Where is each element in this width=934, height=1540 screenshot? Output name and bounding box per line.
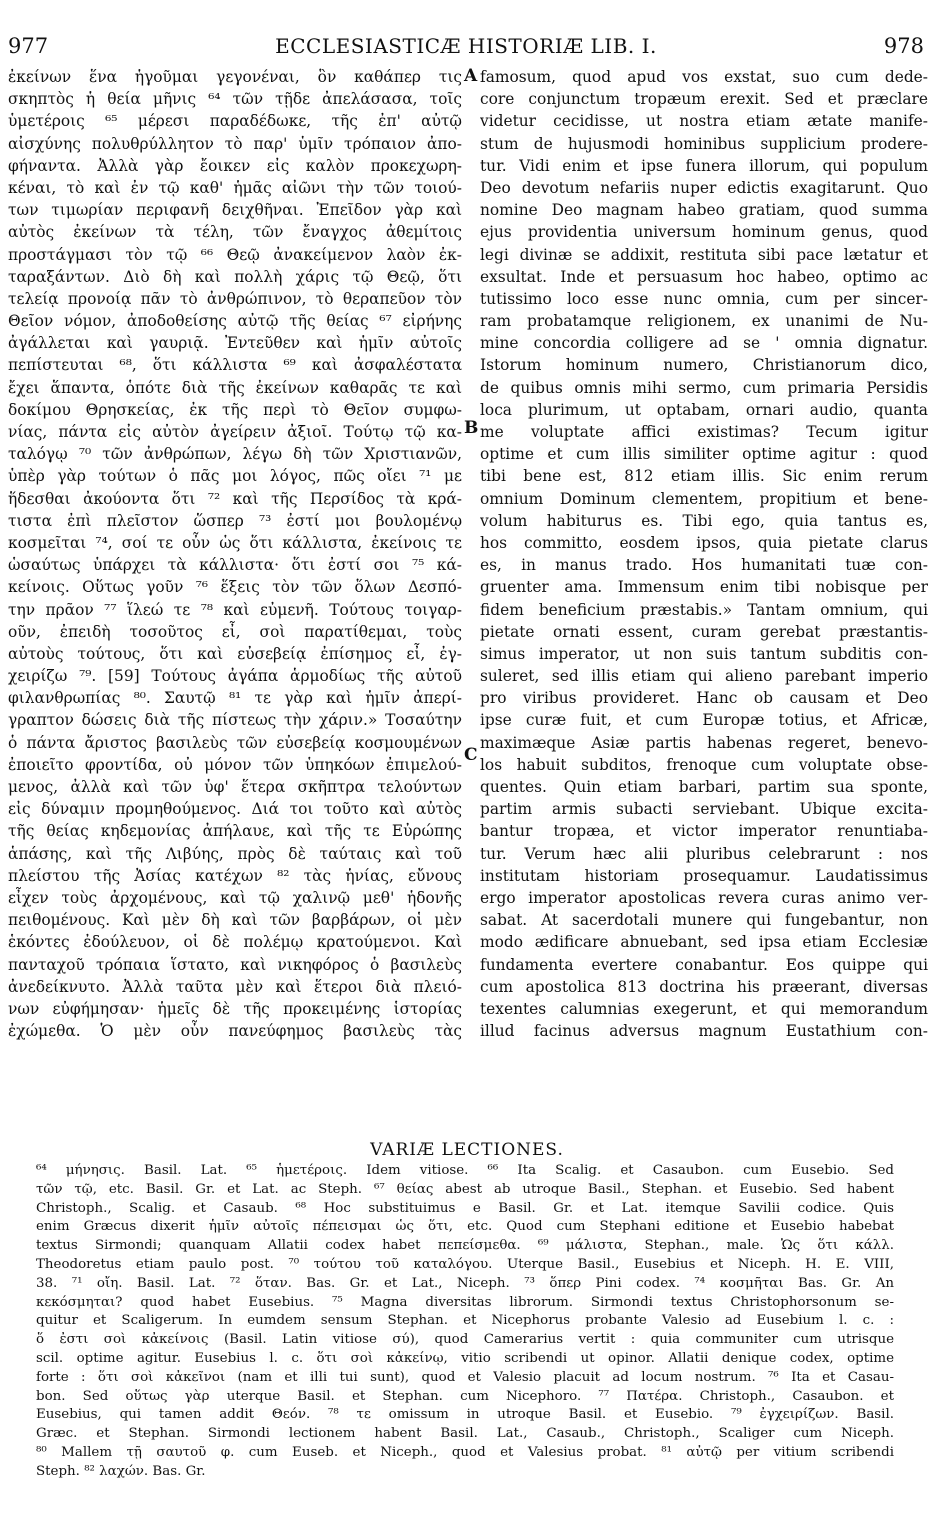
note-line: ὅ ἐστι σοὶ κἀκείνοις (Basil. Latin vitiose σύ), quod Camerarius vertit : quia communiter cum utrisque xyxy=(36,1332,894,1348)
latin-text-line: mine concordia colligere ad se ' omnia dignatur. xyxy=(480,334,928,353)
latin-text-line: exsultat. Inde et persuasum hoc habeo, optimo ac xyxy=(480,267,928,286)
greek-text-line: ὑμετέροις ⁶⁵ μέρεσι παραδέδωκε, τῆς ἐπ' αὐτῷ xyxy=(8,112,462,131)
greek-text-line: ἑκόντες ἐδούλευον, οἱ δὲ πολέμῳ κρατούμενοι. Καὶ xyxy=(8,933,462,952)
latin-text-line: optime et cum illis similiter optime agitur : quod xyxy=(480,445,928,464)
note-line: enim Græcus dixerit ἡμῖν αὐτοῖς πέπεισμαι ὡς ὅτι, etc. Quod cum Stephani editione et Eusebio habebat xyxy=(36,1219,894,1235)
latin-text-line: tutissimo loco esse nunc omnia, cum per sincer- xyxy=(480,289,928,308)
latin-text-line: pietate ornati essent, curam gerebat præstantis- xyxy=(480,622,928,641)
greek-text-line: ἔχει ἅπαντα, ὁπότε διὰ τῆς ἐκείνων καθαρᾶς τε καὶ xyxy=(8,378,462,397)
latin-text-line: suleret, sed illis etiam qui alieno parebant imperio xyxy=(480,667,928,686)
note-line: Christoph., Scalig. et Casaub. ⁶⁸ Hoc substituimus e Basil. Gr. et Lat. itemque Savilii codice. Quis xyxy=(36,1200,894,1216)
latin-text-line: tur. Vidi enim et ipse funera illorum, qui populum xyxy=(480,156,928,175)
greek-text-line: πλείστου τῆς Ἀσίας κατέχων ⁸² τὰς ἡνίας, εὔνους xyxy=(8,866,462,885)
note-line: 38. ⁷¹ οἴη. Basil. Lat. ⁷² ὅταν. Bas. Gr. et Lat., Niceph. ⁷³ ὅπερ Pini codex. ⁷⁴ κοσμῆται Bas. Gr. An xyxy=(36,1275,894,1291)
note-line: Eusebius, qui tamen addit Θεόν. ⁷⁸ τε omissum in utroque Basil. et Eusebio. ⁷⁹ ἐγχειρίζων. Basil. xyxy=(36,1407,894,1423)
greek-text-line: ἀγάλλεται καὶ γαυριᾷ. Ἐντεῦθεν καὶ ἡμῖν αὐτοῖς xyxy=(8,334,462,353)
latin-text-line: nomine Deo magnam habeo gratiam, quod summa xyxy=(480,201,928,220)
latin-text-line: maximæque Asiæ partis habenas regeret, benevo- xyxy=(480,733,928,752)
latin-text-line: modo ædificare abnuebant, sed ipsa etiam Ecclesiæ xyxy=(480,933,928,952)
greek-text-line: τῆς θείας κηδεμονίας ἀπήλαυε, καὶ τῆς τε Εὐρώπης xyxy=(8,822,462,841)
greek-text-line: δοκίμου Θρησκείας, ἐκ τῆς περὶ τὸ Θεῖον συμφω- xyxy=(8,400,462,419)
left-page-number: 977 xyxy=(8,34,49,58)
latin-text-line: simus imperator, ut non suis tantum subditis con- xyxy=(480,644,928,663)
greek-text-line: πανταχοῦ τρόπαια ἵστατο, καὶ νικηφόρος ὁ βασιλεὺς xyxy=(8,955,462,974)
greek-text-line: σκηπτὸς ἡ θεία μῆνις ⁶⁴ τῶν τῇδε ἀπελάσασα, τοῖς xyxy=(8,90,462,109)
latin-text-line: los habuit subditos, frenoque cum voluptate obse- xyxy=(480,755,928,774)
latin-text-line: pro viribus provideret. Hanc ob causam et Deo xyxy=(480,689,928,708)
greek-text-line: οῦν, ἐπειδὴ τοσοῦτος εἶ, σοὶ παρατίθεμαι, τοὺς xyxy=(8,622,462,641)
greek-text-line: ὁ πάντα ἄριστος βασιλεὺς τῶν εὐσεβείᾳ κοσμουμένων xyxy=(8,733,462,752)
greek-text-line: των τιμωρίαν περιφανῆ δειχθῆναι. Ἐπεῖδον γὰρ καὶ xyxy=(8,201,462,220)
latin-text-line: core conjunctum tropæum erexit. Sed et præclare xyxy=(480,90,928,109)
note-line: ⁶⁴ μήνησις. Basil. Lat. ⁶⁵ ἡμετέροις. Idem vitiose. ⁶⁶ Ita Scalig. et Casaubon. cum Eusebio. Sed xyxy=(36,1163,894,1178)
latin-text-line: bantur tropæa, et victor imperator renuntiaba- xyxy=(480,822,928,841)
latin-text-line: tur. Verum hæc alii pluribus celebrarunt : nos xyxy=(480,844,928,863)
greek-text-line: εἶχεν τοὺς ἀρχομένους, καὶ τῷ χαλινῷ μεθ' ἡδονῆς xyxy=(8,888,462,907)
greek-text-line: κέναι, τὸ καὶ ἐν τῷ καθ' ἡμᾶς αἰῶνι τὴν τῶν τοιού- xyxy=(8,178,462,197)
note-line: scil. optime agitur. Eusebius l. c. ὅτι σοὶ κἀκείνῳ, vitio scribendi ut opinor. Allatii denique codex, optime xyxy=(36,1350,894,1366)
greek-text-line: την πρᾶον ⁷⁷ ἵλεώ τε ⁷⁸ καὶ εὐμενῆ. Τούτους τοιγαρ- xyxy=(8,600,462,619)
latin-text-line: quentes. Quin etiam barbari, partim sua sponte, xyxy=(480,778,928,796)
greek-text-line: κοσμεῖται ⁷⁴, σοί τε οὖν ὡς ὅτι κάλλιστα, ἐκείνοις τε xyxy=(8,533,462,552)
note-line: ⁸⁰ Mallem τῇ σαυτοῦ φ. cum Euseb. et Niceph., quod et Valesius probat. ⁸¹ αὐτῷ per vitium scribendi xyxy=(36,1444,894,1460)
latin-text-line: hos committo, eosdem ipsos, quia pietate clarus xyxy=(480,533,928,552)
running-header xyxy=(8,34,924,60)
greek-text-line: πεπίστευται ⁶⁸, ὅτι κάλλιστα ⁶⁹ καὶ ἀσφαλέστατα xyxy=(8,356,462,375)
greek-text-line: Θεῖον νόμον, ἀποδοθείσης αὐτῷ τῆς θείας ⁶⁷ εἰρήνης xyxy=(8,312,462,331)
greek-text-line: τιστα ἐπὶ πλεῖστον ὥσπερ ⁷³ ἐστί μοι βουλομένῳ xyxy=(8,511,462,530)
margin-letter-a: A xyxy=(464,66,478,86)
greek-text-line: ταραξάντων. Διὸ δὴ καὶ πολλὴ χάρις τῷ Θεῷ, ὅτι xyxy=(8,267,462,286)
note-line: Steph. ⁸² λαχών. Bas. Gr. xyxy=(36,1463,206,1479)
latin-text-line: legi divinæ se addixit, restituta sibi pace lætatur et xyxy=(480,245,928,264)
greek-text-line: ἐποιεῖτο φροντίδα, οὐ μόνον τῶν ὑπηκόων ἐπιμελού- xyxy=(8,755,462,774)
latin-text-line: institutam historiam prosequamur. Laudatissimus xyxy=(480,866,928,885)
running-title: ECCLESIASTICÆ HISTORIÆ LIB. I. xyxy=(275,34,657,58)
greek-text-line: αἰσχύνης πολυθρύλλητον τὸ παρ' ὑμῖν τρόπαιον ἀπο- xyxy=(8,134,462,153)
latin-text-line: de quibus omnis mihi sermo, cum primaria Persidis xyxy=(480,378,928,397)
greek-text-line: προστάγμασι τὸν τῷ ⁶⁶ Θεῷ ἀνακείμενον λαὸν ἐκ- xyxy=(8,245,462,264)
latin-text-line: ipse curæ fuit, et cum Europæ totius, et Africæ, xyxy=(480,711,928,730)
latin-column xyxy=(480,66,928,1042)
greek-text-line: φήναντα. Ἀλλὰ γὰρ ἔοικεν εἰς καλὸν προκεχωρη- xyxy=(8,156,462,175)
greek-text-line: φιλανθρωπίας ⁸⁰. Σαυτῷ ⁸¹ τε γὰρ καὶ ἡμῖν ἀπερί- xyxy=(8,689,462,708)
latin-text-line: videtur cecidisse, ut nostra etiam ætate manife- xyxy=(480,112,928,131)
latin-text-line: ejus providentia universum hominum genus, quod xyxy=(480,223,928,242)
greek-text-line: γραπτον δώσεις διὰ τῆς πίστεως τὴν χάριν.» Τοσαύτην xyxy=(8,711,462,730)
latin-text-line: omnium Dominum clementem, propitium et bene- xyxy=(480,489,928,508)
margin-letter-c: C xyxy=(464,745,478,765)
latin-text-line: Istorum hominum numero, Christianorum dico, xyxy=(480,356,928,375)
note-line: Græc. et Stephan. Sirmondi lectionem habent Basil. Lat., Casaub., Christoph., Scaliger cum Niceph. xyxy=(36,1426,894,1442)
latin-text-line: famosum, quod apud vos exstat, suo cum dede- xyxy=(480,68,928,86)
latin-text-line: fidem beneficium præstabis.» Tantam omnium, qui xyxy=(480,600,928,619)
greek-text-line: αὐτοὺς τούτους, ὅτι καὶ εὐσεβείᾳ ἐπίσημος εἶ, ἐγ- xyxy=(8,644,462,663)
greek-text-line: νων εὐφήμησαν· ἡμεῖς δὲ τῆς προκειμένης ἱστορίας xyxy=(8,999,462,1018)
note-line: bon. Sed οὕτως γὰρ uterque Basil. et Stephan. cum Nicephoro. ⁷⁷ Πατέρα. Christoph., Casaubon. et xyxy=(36,1388,894,1404)
greek-text-line: νίας, πάντα εἰς αὐτὸν ἀγείρειν ἀξιοῖ. Τούτῳ τῷ κα- xyxy=(8,423,462,441)
note-line: τῶν τῷ, etc. Basil. Gr. et Lat. ac Steph. ⁶⁷ θείας abest ab utroque Basil., Stephan. et Eusebio. Sed habent xyxy=(36,1181,894,1197)
latin-text-line: ram probatamque religionem, ex unanimi de Nu- xyxy=(480,312,928,331)
greek-text-line: τελείᾳ προνοίᾳ πᾶν τὸ ἀνθρώπινον, τὸ θεραπεῦον τὸν xyxy=(8,289,462,308)
note-line: textus Sirmondi; quanquam Allatii codex habet πεπείσμεθα. ⁶⁹ μάλιστα, Stephan., male. Ὡς ὅτι κάλλ. xyxy=(36,1238,894,1254)
greek-text-line: χειρίζω ⁷⁹. [59] Τούτους ἀγάπα ἁρμοδίως τῆς αὐτοῦ xyxy=(8,667,462,686)
latin-text-line: es, in manus trado. Hos humanitati tuæ con- xyxy=(480,556,928,575)
greek-text-line: ἁπάσης, καὶ τῆς Λιβύης, πρὸς δὲ ταύταις καὶ τοῦ xyxy=(8,844,462,863)
note-line: forte : ὅτι σοὶ κἀκεῖνοι (nam et illi tui sunt), quod et Valesio placuit ad locum nostrum. ⁷⁶ Ita et Casau- xyxy=(36,1369,894,1385)
greek-column xyxy=(8,66,462,1042)
greek-text-line: ἥδεσθαι ἀκούοντα ὅτι ⁷² καὶ τῆς Περσίδος τὰ κρά- xyxy=(8,489,462,508)
greek-text-line: μενος, ἀλλὰ καὶ τῶν ὑφ' ἕτερα σκῆπτρα τελούντων xyxy=(8,778,462,796)
latin-text-line: ergo imperator apostolicas revera curas animo ver- xyxy=(480,888,928,907)
latin-text-line: texentes calumnias exegerunt, et qui memorandum xyxy=(480,999,928,1018)
latin-text-line: partim armis subacti serviebant. Ubique excita- xyxy=(480,800,928,819)
latin-text-line: me voluptate affici existimas? Tecum igitur xyxy=(480,423,928,441)
greek-text-line: πειθομένους. Καὶ μὲν δὴ καὶ τῶν βαρβάρων, οἱ μὲν xyxy=(8,911,462,930)
note-line: Theodoretus etiam paulo post. ⁷⁰ τούτου τοῦ καταλόγου. Uterque Basil., Eusebius et Niceph. H. E. VIII, xyxy=(36,1256,894,1272)
right-page-number: 978 xyxy=(883,34,924,58)
margin-letter-b: B xyxy=(464,418,479,438)
latin-text-line: sabat. At sacerdotali munere qui fungebantur, non xyxy=(480,911,928,930)
greek-text-line: ταλόγῳ ⁷⁰ τῶν ἀνθρώπων, λέγω δὴ τῶν Χριστιανῶν, xyxy=(8,445,462,464)
latin-text-line: cum apostolica 813 doctrina his præerant, diversas xyxy=(480,977,928,996)
greek-text-line: αὐτὸς ἐκείνων τὰ τέλη, τῶν ἔναγχος ἀθεμίτοις xyxy=(8,223,462,242)
greek-text-line: εἰς δύναμιν προμηθούμενος. Διά τοι τοῦτο καὶ αὐτὸς xyxy=(8,800,462,819)
note-line: quitur et Scaligerum. In eumdem sensum Stephan. et Nicephorus probante Valesio ad Eusebium l. c. : xyxy=(36,1313,894,1329)
greek-text-line: ἀνεδείκνυτο. Ἀλλὰ ταῦτα μὲν καὶ ἕτεροι διὰ πλειό- xyxy=(8,977,462,996)
greek-text-line: ὑπὲρ γὰρ τούτων ὁ πᾶς μοι λόγος, πῶς οἴει ⁷¹ με xyxy=(8,467,462,486)
latin-text-line: Deo devotum nefariis nuper edictis exagitarunt. Quo xyxy=(480,178,928,197)
greek-text-line: ὡσαύτως ὑπάρχει τὰ κάλλιστα· ὅτι ἐστί σοι ⁷⁵ κά- xyxy=(8,556,462,575)
latin-text-line: stum de hujusmodi hominibus supplicium prodere- xyxy=(480,134,928,153)
latin-text-line: illud facinus adversus magnum Eustathium con- xyxy=(480,1022,928,1041)
latin-text-line: fundamenta evertere conabantur. Eos quippe qui xyxy=(480,955,928,974)
note-line: κεκόσμηται? quod habet Eusebius. ⁷⁵ Magna diversitas librorum. Sirmondi textus Christophorsonum se- xyxy=(36,1294,894,1310)
latin-text-line: gruenter ama. Immensum enim tibi nobisque per xyxy=(480,578,928,597)
greek-text-line: ἐκείνων ἕνα ἡγοῦμαι γεγονέναι, ὃν καθάπερ τις xyxy=(8,68,462,86)
variae-lectiones-title: VARIÆ LECTIONES. xyxy=(370,1140,564,1160)
greek-text-line: κείνοις. Οὕτως γοῦν ⁷⁶ ἕξεις τὸν τῶν ὅλων Δεσπό- xyxy=(8,578,462,597)
greek-text-line: ἐχώμεθα. Ὁ μὲν οὖν πανεύφημος βασιλεὺς τὰς xyxy=(8,1022,462,1041)
latin-text-line: volum habiturus es. Tibi ego, quia tantus es, xyxy=(480,511,928,530)
latin-text-line: tibi bene est, 812 etiam illis. Sic enim rerum xyxy=(480,467,928,486)
latin-text-line: loca plurimum, ut optabam, ornari audio, quanta xyxy=(480,400,928,419)
variant-readings-notes xyxy=(36,1162,894,1482)
